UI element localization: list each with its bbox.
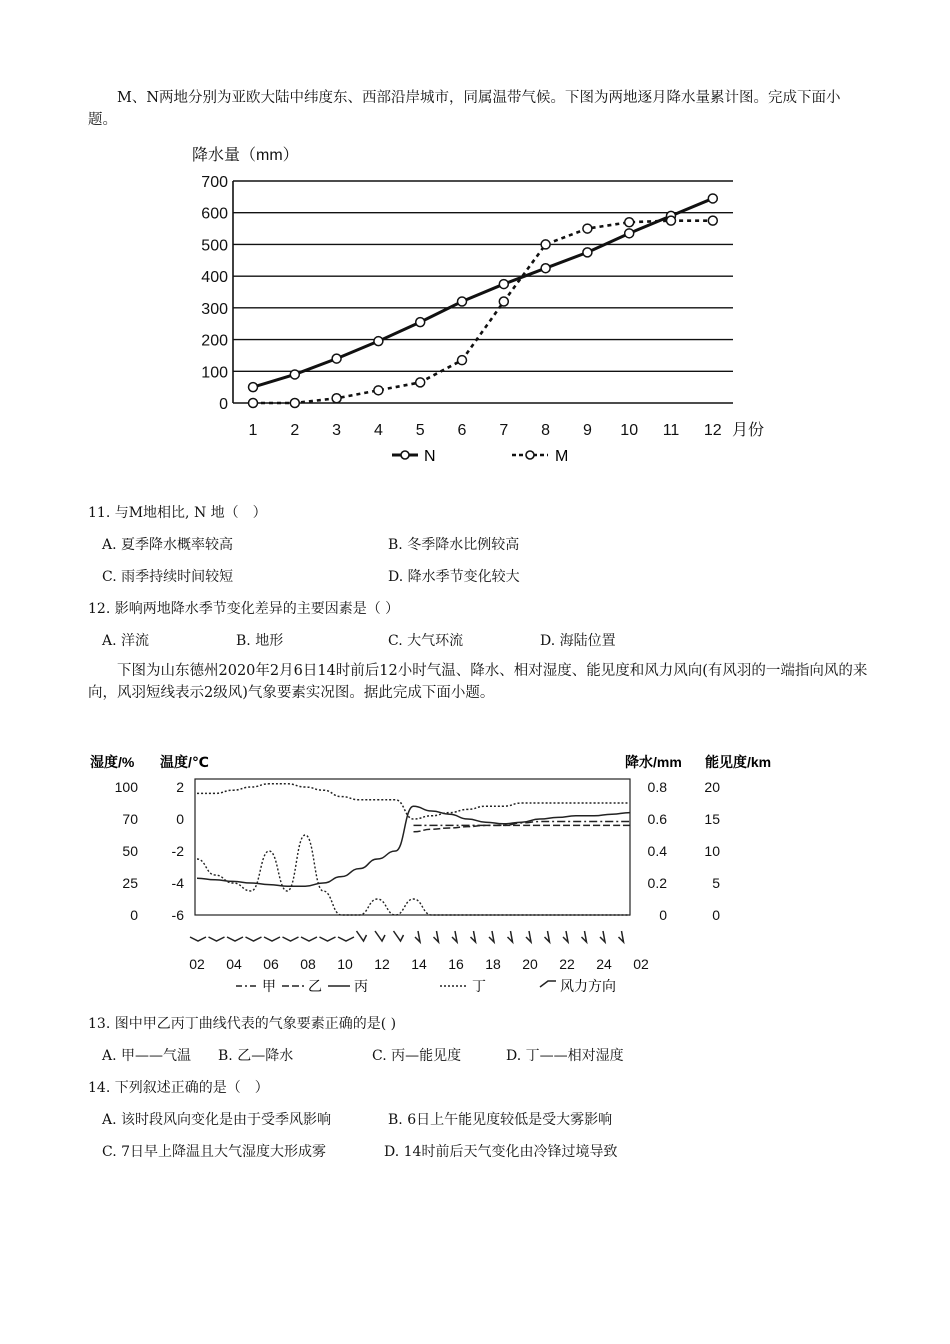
wind-barb [227, 937, 243, 941]
chart2-xtick-label: 20 [522, 956, 538, 972]
question-11-option-c[interactable]: C. 雨季持续时间较短 [102, 569, 234, 585]
legend-m-marker [526, 451, 534, 459]
wind-barb [190, 937, 206, 941]
chart2-series-2 [197, 806, 630, 886]
series-n-point [583, 248, 592, 257]
chart2-xtick-label: 16 [448, 956, 464, 972]
wind-barb [264, 937, 280, 941]
question-14-option-d[interactable]: D. 14时前后天气变化由冷锋过境导致 [384, 1144, 618, 1160]
legend-jia: 甲 [262, 978, 276, 994]
series-m-point [667, 216, 676, 225]
series-m-point [458, 356, 467, 365]
series-n-point [541, 264, 550, 273]
chart1-ytick-label: 500 [201, 237, 228, 255]
temp-tick-label: 2 [176, 779, 184, 795]
chart2-xtick-label: 18 [485, 956, 501, 972]
precip-tick-label: 0.2 [647, 875, 667, 891]
chart2-legend [236, 978, 616, 994]
chart1-xtick-label: 4 [373, 422, 383, 439]
temp-tick-label: 0 [176, 811, 184, 827]
wind-barb [209, 937, 225, 941]
chart2-xtick-label: 08 [300, 956, 316, 972]
wind-barb [357, 931, 367, 941]
question-11-stem: 11. 与M地相比, N 地（ ） [88, 505, 267, 521]
wind-barb [415, 931, 420, 942]
chart2-frame [195, 779, 630, 915]
wind-barb [582, 931, 587, 942]
question-12-option-b[interactable]: B. 地形 [236, 633, 284, 649]
question-11-option-b[interactable]: B. 冬季降水比例较高 [388, 537, 520, 553]
wind-barb [563, 931, 568, 942]
intro-paragraph-2: 下图为山东德州2020年2月6日14时前后12小时气温、降水、相对湿度、能见度和风力风向(有风羽的一端指向风的来向，风羽短线表示2级风)气象要素实况图。据此完成下面小题。 [88, 663, 868, 701]
series-n-point [499, 280, 508, 289]
question-12-option-a[interactable]: A. 洋流 [102, 633, 150, 649]
series-n-point [708, 194, 717, 203]
humidity-tick-label: 0 [130, 907, 138, 923]
chart1-ytick-label: 600 [201, 205, 228, 223]
chart1-xunit: 月份 [732, 422, 765, 439]
chart2-xtick-label: 12 [374, 956, 390, 972]
humidity-tick-label: 50 [122, 843, 138, 859]
precip-tick-label: 0.4 [647, 843, 667, 859]
vis-tick-label: 15 [704, 811, 720, 827]
legend-wind-symbol [540, 981, 556, 987]
series-m-point [625, 218, 634, 227]
wind-barb [434, 931, 439, 942]
chart1-xtick-label: 3 [332, 422, 342, 439]
legend-n-label: N [424, 448, 436, 465]
legend-yi: 乙 [308, 978, 322, 994]
precip-tick-label: 0.8 [647, 779, 667, 795]
chart2-series-4 [197, 835, 630, 915]
question-12-stem: 12. 影响两地降水季节变化差异的主要因素是（ ） [88, 601, 400, 617]
question-11-option-d[interactable]: D. 降水季节变化较大 [388, 569, 520, 585]
humidity-tick-label: 25 [122, 875, 138, 891]
chart2-xtick-label: 22 [559, 956, 575, 972]
series-n-point [374, 337, 383, 346]
intro-paragraph-1: M、N两地分别为亚欧大陆中纬度东、西部沿岸城市，同属温带气候。下图为两地逐月降水量累计图。完成下面小题。 [88, 90, 841, 128]
cumulative-precipitation-chart [0, 138, 950, 473]
question-11-option-a[interactable]: A. 夏季降水概率较高 [102, 537, 234, 553]
series-m-point [374, 386, 383, 395]
axis-precip-label: 降水/mm [625, 754, 682, 770]
wind-barb [600, 931, 605, 942]
series-n-point [458, 297, 467, 306]
chart1-xtick-label: 7 [499, 422, 509, 439]
chart1-ytick-label: 100 [201, 364, 228, 382]
question-12-option-d[interactable]: D. 海陆位置 [540, 633, 616, 649]
legend-n-marker [401, 451, 409, 459]
series-m-point [332, 394, 341, 403]
chart1-ytick-label: 400 [201, 269, 228, 287]
series-m-point [416, 378, 425, 387]
wind-barb [320, 937, 336, 941]
vis-tick-label: 0 [712, 907, 720, 923]
chart2-xtick-label: 10 [337, 956, 353, 972]
wind-barb [394, 931, 404, 941]
question-13-option-c[interactable]: C. 丙—能见度 [372, 1048, 462, 1064]
legend-bing: 丙 [354, 978, 368, 994]
wind-barb [246, 937, 262, 941]
chart1-xtick-label: 5 [415, 422, 425, 439]
wind-barb [283, 937, 299, 941]
vis-tick-label: 20 [704, 779, 720, 795]
vis-tick-label: 10 [704, 843, 720, 859]
axis-humidity-label: 湿度/% [90, 754, 135, 770]
chart1-ytick-label: 700 [201, 174, 228, 191]
axis-temp-label: 温度/℃ [160, 754, 209, 770]
chart2-xtick-label: 24 [596, 956, 612, 972]
series-m-point [499, 297, 508, 306]
precip-tick-label: 0 [659, 907, 667, 923]
precip-tick-label: 0.6 [647, 811, 667, 827]
chart2-xtick-label: 04 [226, 956, 242, 972]
question-14-option-a[interactable]: A. 该时段风向变化是由于受季风影响 [102, 1112, 332, 1128]
chart1-ytick-label: 0 [219, 396, 228, 413]
vis-tick-label: 5 [712, 875, 720, 891]
question-12-option-c[interactable]: C. 大气环流 [388, 633, 464, 649]
series-n-line [253, 198, 713, 387]
wind-barb [301, 937, 317, 941]
temp-tick-label: -2 [171, 843, 184, 859]
wind-barb [375, 931, 385, 941]
chart1-ytick-label: 300 [201, 300, 228, 318]
series-n-point [290, 370, 299, 379]
chart1-xtick-label: 12 [703, 422, 722, 439]
chart2-xtick-label: 02 [633, 956, 649, 972]
series-m-line [253, 221, 713, 403]
series-m-point [583, 224, 592, 233]
question-14-stem: 14. 下列叙述正确的是（ ） [88, 1080, 269, 1096]
weather-elements-chart [0, 745, 950, 1005]
question-13-option-b[interactable]: B. 乙—降水 [218, 1048, 294, 1064]
series-n-point [249, 383, 258, 392]
chart1-xtick-label: 9 [582, 422, 592, 439]
legend-wind: 风力方向 [560, 978, 616, 994]
chart1-xtick-label: 11 [662, 422, 680, 439]
humidity-tick-label: 100 [114, 779, 138, 795]
legend-ding: 丁 [472, 978, 486, 994]
wind-barb [471, 931, 476, 942]
temp-tick-label: -4 [171, 875, 184, 891]
wind-barb [452, 931, 457, 942]
question-14-option-c[interactable]: C. 7日早上降温且大气湿度大形成雾 [102, 1144, 327, 1160]
series-m-point [708, 216, 717, 225]
legend-m-label: M [555, 448, 569, 465]
chart1-xtick-label: 1 [248, 422, 258, 439]
series-n-point [332, 354, 341, 363]
chart2-series-3 [197, 784, 630, 819]
chart2-series-1 [414, 825, 631, 831]
humidity-tick-label: 70 [122, 811, 138, 827]
chart2-xtick-label: 02 [189, 956, 205, 972]
chart1-xtick-label: 2 [290, 422, 300, 439]
wind-barb [489, 931, 494, 942]
question-13-stem: 13. 图中甲乙丙丁曲线代表的气象要素正确的是( ) [88, 1016, 397, 1032]
series-m-point [249, 399, 258, 408]
question-13-option-d[interactable]: D. 丁——相对湿度 [506, 1048, 624, 1064]
wind-barb [526, 931, 531, 942]
chart2-xtick-label: 14 [411, 956, 427, 972]
series-m-point [290, 399, 299, 408]
chart1-ytick-label: 200 [201, 332, 228, 350]
wind-barb [545, 931, 550, 942]
chart1-ylabel: 降水量（mm） [192, 147, 299, 164]
chart1-xtick-label: 6 [457, 422, 467, 439]
chart1-xtick-label: 10 [620, 422, 639, 439]
temp-tick-label: -6 [171, 907, 184, 923]
axis-vis-label: 能见度/km [705, 754, 772, 770]
wind-barb [619, 931, 624, 942]
series-n-point [416, 318, 425, 327]
series-n-point [625, 229, 634, 238]
series-m-point [541, 240, 550, 249]
wind-barb [508, 931, 513, 942]
chart2-xtick-label: 06 [263, 956, 279, 972]
wind-barb [338, 937, 354, 941]
question-14-option-b[interactable]: B. 6日上午能见度较低是受大雾影响 [388, 1112, 613, 1128]
chart1-xtick-label: 8 [541, 422, 551, 439]
question-13-option-a[interactable]: A. 甲——气温 [102, 1048, 192, 1064]
